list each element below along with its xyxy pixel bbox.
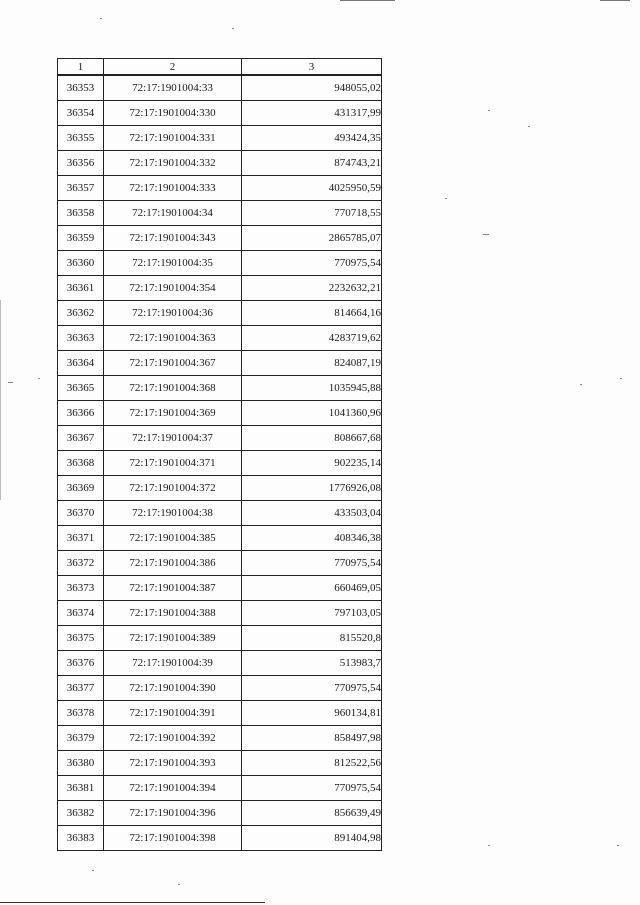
- table-row: [58, 726, 382, 751]
- cadastral-value-cell: 493424,35: [242, 126, 382, 151]
- header-row: [58, 59, 382, 76]
- column-header-3: 3: [242, 59, 382, 76]
- table-row: [58, 401, 382, 426]
- table-row: [58, 75, 382, 101]
- row-number-cell: 36370: [58, 501, 104, 526]
- table-row: [58, 426, 382, 451]
- row-number-cell: 36367: [58, 426, 104, 451]
- cadastral-number-cell: 72:17:1901004:36: [104, 301, 242, 326]
- row-number-cell: 36373: [58, 576, 104, 601]
- table-row: [58, 226, 382, 251]
- row-number-cell: 36364: [58, 351, 104, 376]
- row-number-cell: 36375: [58, 626, 104, 651]
- cadastral-number-cell: 72:17:1901004:343: [104, 226, 242, 251]
- cadastral-value-cell: 770718,55: [242, 201, 382, 226]
- table-row: [58, 501, 382, 526]
- table-body: [58, 75, 382, 851]
- scan-speck: [445, 198, 447, 199]
- cadastral-number-cell: 72:17:1901004:396: [104, 801, 242, 826]
- cadastral-number-cell: 72:17:1901004:371: [104, 451, 242, 476]
- cadastral-number-cell: 72:17:1901004:39: [104, 651, 242, 676]
- cadastral-value-cell: 1041360,96: [242, 401, 382, 426]
- cadastral-number-cell: 72:17:1901004:331: [104, 126, 242, 151]
- cadastral-number-cell: 72:17:1901004:389: [104, 626, 242, 651]
- table-row: [58, 326, 382, 351]
- cadastral-value-cell: 770975,54: [242, 776, 382, 801]
- cadastral-number-cell: 72:17:1901004:35: [104, 251, 242, 276]
- row-number-cell: 36363: [58, 326, 104, 351]
- cadastral-number-cell: 72:17:1901004:34: [104, 201, 242, 226]
- scan-speck: [488, 845, 490, 846]
- cadastral-number-cell: 72:17:1901004:393: [104, 751, 242, 776]
- table-row: [58, 676, 382, 701]
- scan-speck: [617, 845, 619, 846]
- cadastral-value-cell: 948055,02: [242, 75, 382, 101]
- row-number-cell: 36372: [58, 551, 104, 576]
- row-number-cell: 36366: [58, 401, 104, 426]
- row-number-cell: 36362: [58, 301, 104, 326]
- table-row: [58, 601, 382, 626]
- table-row: [58, 301, 382, 326]
- cadastral-number-cell: 72:17:1901004:369: [104, 401, 242, 426]
- cadastral-value-cell: 891404,98: [242, 826, 382, 851]
- cadastral-number-cell: 72:17:1901004:386: [104, 551, 242, 576]
- cadastral-value-cell: 770975,54: [242, 551, 382, 576]
- row-number-cell: 36371: [58, 526, 104, 551]
- row-number-cell: 36360: [58, 251, 104, 276]
- scan-speck: [38, 378, 40, 379]
- cadastral-value-cell: 797103,05: [242, 601, 382, 626]
- cadastral-number-cell: 72:17:1901004:37: [104, 426, 242, 451]
- cadastral-value-cell: 874743,21: [242, 151, 382, 176]
- cadastral-value-cell: 4283719,62: [242, 326, 382, 351]
- row-number-cell: 36381: [58, 776, 104, 801]
- cadastral-number-cell: 72:17:1901004:372: [104, 476, 242, 501]
- table-row: [58, 276, 382, 301]
- table-row: [58, 201, 382, 226]
- table-row: [58, 576, 382, 601]
- cadastral-value-cell: 513983,7: [242, 651, 382, 676]
- table-row: [58, 526, 382, 551]
- row-number-cell: 36376: [58, 651, 104, 676]
- scan-speck: [580, 384, 582, 385]
- cadastral-value-cell: 808667,68: [242, 426, 382, 451]
- row-number-cell: 36378: [58, 701, 104, 726]
- table-row: [58, 376, 382, 401]
- scan-speck: [528, 126, 530, 127]
- cadastral-value-cell: 856639,49: [242, 801, 382, 826]
- cadastral-value-cell: 408346,38: [242, 526, 382, 551]
- cadastral-number-cell: 72:17:1901004:332: [104, 151, 242, 176]
- cadastral-value-table: [57, 58, 382, 851]
- cadastral-value-cell: 431317,99: [242, 101, 382, 126]
- scan-edge-mark: [0, 300, 1, 500]
- table-header: [58, 59, 382, 76]
- cadastral-number-cell: 72:17:1901004:363: [104, 326, 242, 351]
- cadastral-number-cell: 72:17:1901004:391: [104, 701, 242, 726]
- cadastral-number-cell: 72:17:1901004:33: [104, 75, 242, 101]
- scan-speck: [483, 234, 489, 235]
- table-row: [58, 351, 382, 376]
- row-number-cell: 36355: [58, 126, 104, 151]
- scan-speck: [488, 110, 490, 111]
- row-number-cell: 36359: [58, 226, 104, 251]
- scan-edge-mark: [600, 0, 630, 1]
- cadastral-value-cell: 770975,54: [242, 251, 382, 276]
- row-number-cell: 36374: [58, 601, 104, 626]
- column-header-2: 2: [104, 59, 242, 76]
- table-row: [58, 176, 382, 201]
- row-number-cell: 36361: [58, 276, 104, 301]
- cadastral-value-cell: 960134,81: [242, 701, 382, 726]
- cadastral-number-cell: 72:17:1901004:368: [104, 376, 242, 401]
- table-row: [58, 251, 382, 276]
- row-number-cell: 36382: [58, 801, 104, 826]
- cadastral-number-cell: 72:17:1901004:394: [104, 776, 242, 801]
- table-row: [58, 776, 382, 801]
- row-number-cell: 36368: [58, 451, 104, 476]
- table-row: [58, 101, 382, 126]
- cadastral-value-cell: 1776926,08: [242, 476, 382, 501]
- cadastral-value-cell: 1035945,88: [242, 376, 382, 401]
- column-header-1: 1: [58, 59, 104, 76]
- table-row: [58, 751, 382, 776]
- cadastral-value-cell: 815520,8: [242, 626, 382, 651]
- table-row: [58, 476, 382, 501]
- cadastral-value-cell: 4025950,59: [242, 176, 382, 201]
- scan-edge-mark: [340, 0, 395, 1]
- cadastral-number-cell: 72:17:1901004:367: [104, 351, 242, 376]
- table-row: [58, 826, 382, 851]
- table-row: [58, 801, 382, 826]
- scan-speck: [100, 18, 102, 19]
- cadastral-number-cell: 72:17:1901004:392: [104, 726, 242, 751]
- cadastral-number-cell: 72:17:1901004:385: [104, 526, 242, 551]
- row-number-cell: 36356: [58, 151, 104, 176]
- row-number-cell: 36383: [58, 826, 104, 851]
- row-number-cell: 36365: [58, 376, 104, 401]
- table-row: [58, 651, 382, 676]
- cadastral-value-cell: 2865785,07: [242, 226, 382, 251]
- table-row: [58, 551, 382, 576]
- cadastral-number-cell: 72:17:1901004:330: [104, 101, 242, 126]
- cadastral-number-cell: 72:17:1901004:333: [104, 176, 242, 201]
- cadastral-number-cell: 72:17:1901004:354: [104, 276, 242, 301]
- cadastral-number-cell: 72:17:1901004:38: [104, 501, 242, 526]
- row-number-cell: 36379: [58, 726, 104, 751]
- scan-edge-mark: [0, 902, 265, 903]
- row-number-cell: 36354: [58, 101, 104, 126]
- cadastral-value-cell: 660469,05: [242, 576, 382, 601]
- table-row: [58, 701, 382, 726]
- row-number-cell: 36369: [58, 476, 104, 501]
- cadastral-value-cell: 433503,04: [242, 501, 382, 526]
- scan-speck: [8, 382, 13, 383]
- row-number-cell: 36380: [58, 751, 104, 776]
- row-number-cell: 36358: [58, 201, 104, 226]
- scan-speck: [620, 378, 622, 379]
- cadastral-value-cell: 902235,14: [242, 451, 382, 476]
- scan-speck: [92, 870, 94, 871]
- cadastral-value-cell: 2232632,21: [242, 276, 382, 301]
- row-number-cell: 36357: [58, 176, 104, 201]
- table-row: [58, 626, 382, 651]
- cadastral-number-cell: 72:17:1901004:388: [104, 601, 242, 626]
- cadastral-value-cell: 770975,54: [242, 676, 382, 701]
- table-row: [58, 126, 382, 151]
- scan-speck: [232, 28, 234, 29]
- cadastral-value-cell: 812522,56: [242, 751, 382, 776]
- cadastral-number-cell: 72:17:1901004:398: [104, 826, 242, 851]
- table-row: [58, 451, 382, 476]
- row-number-cell: 36353: [58, 75, 104, 101]
- row-number-cell: 36377: [58, 676, 104, 701]
- scan-speck: [178, 884, 180, 885]
- cadastral-number-cell: 72:17:1901004:387: [104, 576, 242, 601]
- cadastral-number-cell: 72:17:1901004:390: [104, 676, 242, 701]
- cadastral-value-cell: 824087,19: [242, 351, 382, 376]
- cadastral-value-cell: 858497,98: [242, 726, 382, 751]
- table-row: [58, 151, 382, 176]
- cadastral-value-cell: 814664,16: [242, 301, 382, 326]
